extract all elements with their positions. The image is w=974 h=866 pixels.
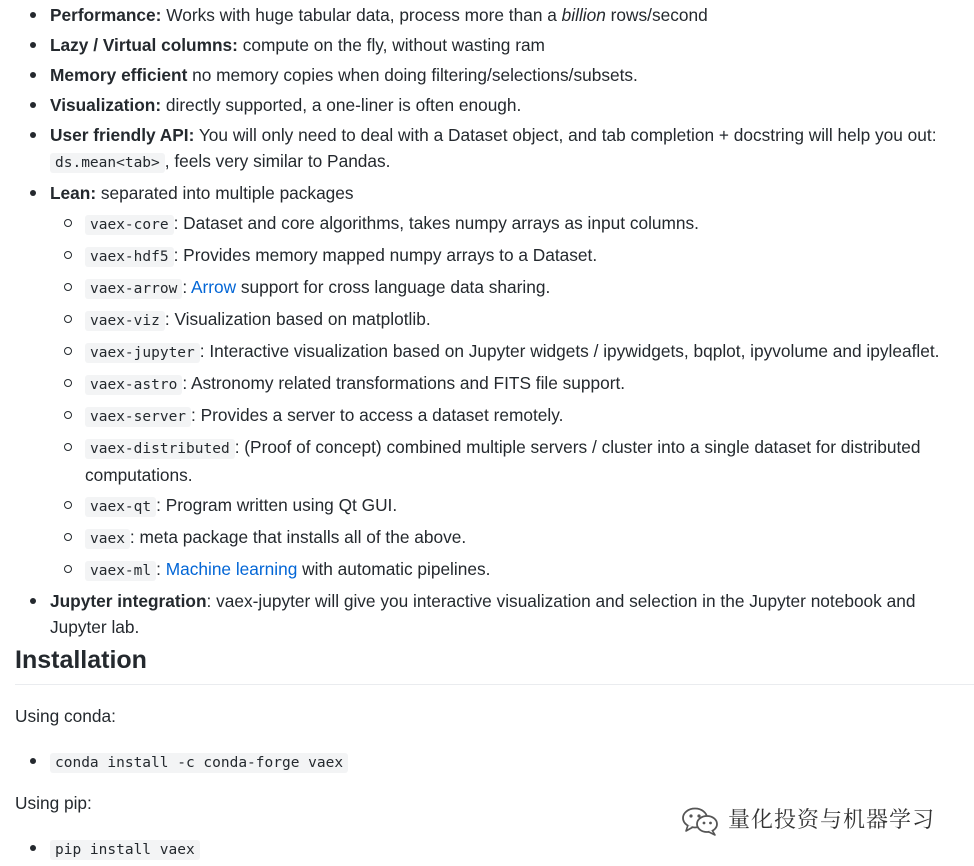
feature-label: User friendly API: <box>50 125 195 145</box>
feature-item-visualization: Visualization: directly supported, a one-liner is often enough. <box>0 92 974 118</box>
feature-label: Visualization: <box>50 95 162 115</box>
package-name: vaex-ml <box>85 561 156 581</box>
package-name: vaex-core <box>85 215 174 235</box>
package-name: vaex <box>85 529 130 549</box>
heading-divider <box>15 684 974 685</box>
pip-install-command: pip install vaex <box>50 840 200 860</box>
conda-install-command: conda install -c conda-forge vaex <box>50 753 348 773</box>
package-name: vaex-jupyter <box>85 343 200 363</box>
pip-command-list <box>0 835 200 863</box>
list-item <box>0 835 200 863</box>
package-name: vaex-distributed <box>85 439 235 459</box>
feature-item-lean: Lean: separated into multiple packages vaex-core : Dataset and core algorithms, takes numpy arrays as input columns. vaex-hdf5 : Provides memory mapped numpy arrays to a Dataset. vaex-arrow : Arrow support for cross language data sharing. vaex-viz : Visualization based on matplotlib. vaex-jupyter : Interactive visualization based on Jupyter widgets / ipywidgets, bqplot, ipyvolume and ipyleaflet. vaex-astro : Astronomy related transformations and FITS file support. vaex-server : Provides a server to access a dataset remotely. vaex-distributed : (Proof of concept) combined multiple servers / cluster into a single dataset for distributed computations. vaex-qt : Program written using Qt GUI. vaex : meta package that installs all of the above. vaex-ml : Machine learning with automatic pipelines. <box>0 180 974 584</box>
installation-heading: Installation <box>15 646 147 674</box>
feature-label: Jupyter integration <box>50 591 207 611</box>
package-list <box>49 210 974 584</box>
wechat-icon <box>680 806 720 836</box>
package-item: vaex-astro : Astronomy related transformations and FITS file support. <box>49 370 974 398</box>
package-name: vaex-hdf5 <box>85 247 174 267</box>
feature-item-performance: Performance: Works with huge tabular data, process more than a billion rows/second <box>0 2 974 28</box>
package-name: vaex-arrow <box>85 279 182 299</box>
conda-label: Using conda: <box>15 706 116 726</box>
inline-code: ds.mean<tab> <box>50 153 165 173</box>
arrow-link[interactable]: Arrow <box>190 277 237 297</box>
feature-label: Memory efficient <box>50 65 188 85</box>
package-name: vaex-server <box>85 407 191 427</box>
package-name: vaex-viz <box>85 311 165 331</box>
feature-item-jupyter: Jupyter integration: vaex-jupyter will give you interactive visualization and selection in the Jupyter notebook and Jupyter lab. <box>0 588 974 640</box>
feature-label: Performance: <box>50 5 162 25</box>
package-item: vaex-qt : Program written using Qt GUI. <box>49 492 974 520</box>
package-item: vaex : meta package that installs all of the above. <box>49 524 974 552</box>
package-item: vaex-hdf5 : Provides memory mapped numpy arrays to a Dataset. <box>49 242 974 270</box>
machine-learning-link[interactable]: Machine learning <box>165 559 298 579</box>
watermark-text: 量化投资与机器学习 <box>728 808 936 833</box>
feature-label: Lean: <box>50 183 97 203</box>
package-item: vaex-server : Provides a server to access a dataset remotely. <box>49 402 974 430</box>
feature-label: Lazy / Virtual columns: <box>50 35 238 55</box>
package-item: vaex-core : Dataset and core algorithms, takes numpy arrays as input columns. <box>49 210 974 238</box>
watermark <box>680 806 935 836</box>
list-item <box>0 748 348 776</box>
feature-item-api: User friendly API: You will only need to deal with a Dataset object, and tab completion + docstring will help you out: ds.mean<tab> , feels very similar to Pandas. <box>0 122 974 176</box>
pip-label: Using pip: <box>15 793 92 813</box>
package-item: vaex-distributed : (Proof of concept) combined multiple servers / cluster into a single dataset for distributed computations. <box>49 434 974 488</box>
feature-item-memory: Memory efficient no memory copies when doing filtering/selections/subsets. <box>0 62 974 88</box>
package-item: vaex-viz : Visualization based on matplotlib. <box>49 306 974 334</box>
conda-command-list <box>0 748 348 776</box>
package-item: vaex-ml : Machine learning with automatic pipelines. <box>49 556 974 584</box>
package-name: vaex-qt <box>85 497 156 517</box>
package-name: vaex-astro <box>85 375 182 395</box>
feature-item-lazy-columns: Lazy / Virtual columns: compute on the fly, without wasting ram <box>0 32 974 58</box>
feature-list <box>0 2 974 644</box>
package-item: vaex-arrow : Arrow support for cross language data sharing. <box>49 274 974 302</box>
package-item: vaex-jupyter : Interactive visualization based on Jupyter widgets / ipywidgets, bqplot, ipyvolume and ipyleaflet. <box>49 338 974 366</box>
